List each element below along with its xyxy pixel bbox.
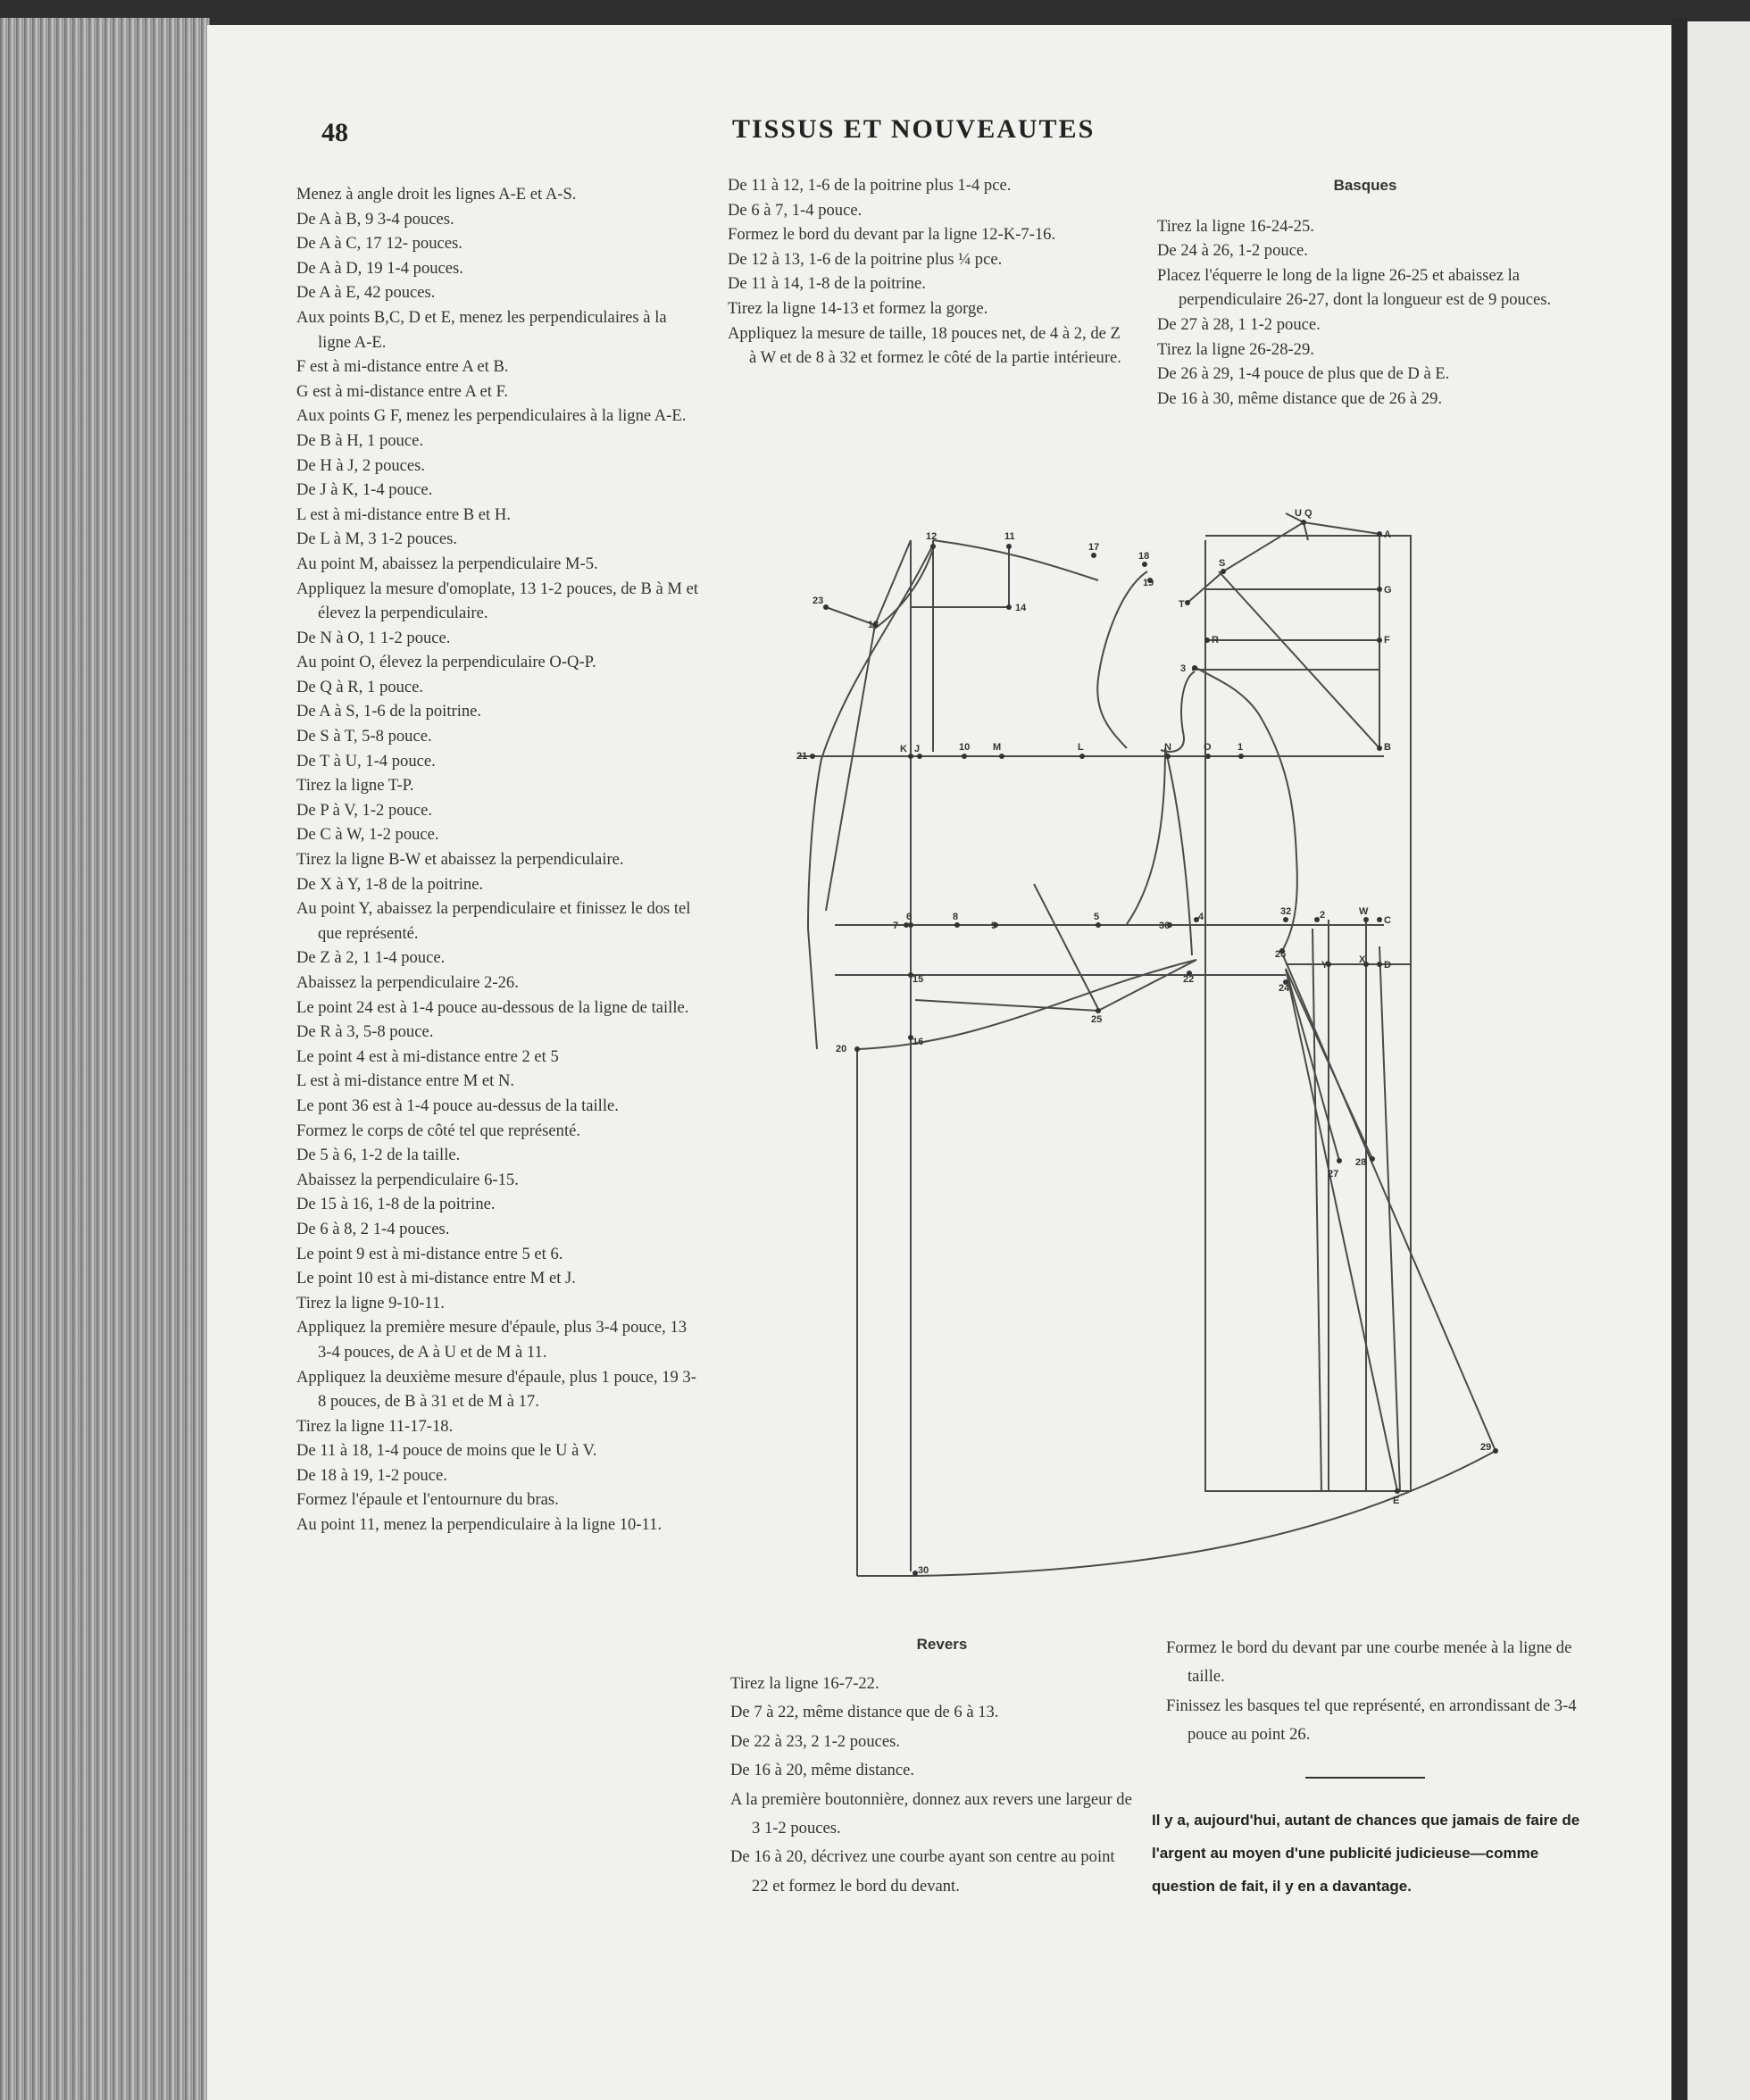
- instruction: Au point 11, menez la perpendiculaire à la ligne 10-11.: [296, 1515, 662, 1535]
- instruction: De C à W, 1-2 pouce.: [296, 825, 439, 845]
- point-label: 16: [912, 1037, 924, 1047]
- guide-line: [1219, 571, 1379, 748]
- instruction: De T à U, 1-4 pouce.: [296, 751, 436, 771]
- point-label: 25: [1091, 1014, 1103, 1025]
- instruction: De 5 à 6, 1-2 de la taille.: [296, 1146, 461, 1165]
- point-label: 3: [1180, 663, 1187, 674]
- basque-line: [1283, 955, 1496, 1451]
- instruction: De S à T, 5-8 pouce.: [296, 727, 432, 746]
- instruction: De 22 à 23, 2 1-2 pouces.: [730, 1731, 901, 1751]
- instruction: Tirez la ligne 14-13 et formez la gorge.: [728, 298, 988, 318]
- back-seam: [1312, 929, 1321, 1491]
- point-label: 19: [1143, 578, 1154, 588]
- point-label: 8: [953, 912, 959, 922]
- point-label: 28: [1355, 1157, 1367, 1168]
- point-label: 14: [1015, 603, 1027, 613]
- lapel-edge: [826, 625, 875, 911]
- instruction: Formez l'épaule et l'entournure du bras.: [296, 1490, 559, 1510]
- point-label: O: [1204, 742, 1212, 753]
- side-curve-2: [1127, 748, 1165, 924]
- instruction: De 15 à 16, 1-8 de la poitrine.: [296, 1195, 496, 1214]
- instruction: Placez l'équerre le long de la ligne 26-25 et abaissez la perpendiculaire 26-27, dont la longueur est de 9 pouces.: [1157, 265, 1552, 310]
- point-label: R: [1212, 635, 1219, 646]
- instruction: Appliquez la mesure d'omoplate, 13 1-2 pouces, de B à M et élevez la perpendiculaire.: [296, 579, 698, 623]
- point-label: 6: [906, 912, 912, 922]
- instruction: De 6 à 8, 2 1-4 pouces.: [296, 1219, 450, 1238]
- front-armhole-lower: [1161, 671, 1195, 752]
- point-label: A: [1384, 529, 1391, 540]
- instruction: Le point 9 est à mi-distance entre 5 et 6.: [296, 1244, 563, 1263]
- instruction: Tirez la ligne B-W et abaissez la perpendiculaire.: [296, 850, 624, 870]
- instruction: De 11 à 12, 1-6 de la poitrine plus 1-4 pce.: [728, 176, 1012, 195]
- instruction: De 7 à 22, même distance que de 6 à 13.: [730, 1703, 999, 1722]
- point-label: N: [1164, 742, 1171, 753]
- point-label: Y: [1321, 960, 1329, 971]
- instruction: G est à mi-distance entre A et F.: [296, 381, 509, 401]
- instruction: De 11 à 14, 1-8 de la poitrine.: [728, 274, 926, 294]
- instruction: Le point 24 est à 1-4 pouce au-dessous de la ligne de taille.: [296, 997, 689, 1017]
- point-label: X: [1359, 954, 1366, 965]
- point-label: 10: [959, 742, 971, 753]
- instruction: De J à K, 1-4 pouce.: [296, 480, 433, 500]
- basque-line: [1286, 969, 1339, 1161]
- point-label: 12: [926, 531, 938, 542]
- instruction: Formez le bord du devant par la ligne 12-K-7-16.: [728, 225, 1056, 245]
- instruction: Aux points B,C, D et E, menez les perpendiculaires à la ligne A-E.: [296, 307, 667, 352]
- instruction: De A à S, 1-6 de la poitrine.: [296, 702, 482, 721]
- point-label: 9: [991, 921, 997, 931]
- instruction: Aux points G F, menez les perpendiculaires à la ligne A-E.: [296, 406, 687, 426]
- instruction: De 18 à 19, 1-2 pouce.: [296, 1465, 447, 1485]
- instruction: De P à V, 1-2 pouce.: [296, 800, 432, 820]
- instruction: De Z à 2, 1 1-4 pouce.: [296, 948, 446, 968]
- point-label: 4: [1198, 912, 1204, 922]
- point-label: E: [1393, 1496, 1400, 1506]
- point-label: 30: [918, 1565, 929, 1576]
- shoulder-line: [1188, 522, 1379, 603]
- instruction: Tirez la ligne 26-28-29.: [1157, 339, 1314, 359]
- instruction: Appliquez la deuxième mesure d'épaule, plus 1 pouce, 19 3-8 pouces, de B à 31 et de M à 17.: [296, 1367, 696, 1412]
- point-label: 29: [1480, 1442, 1492, 1453]
- point-label: D: [1384, 960, 1391, 971]
- instruction: De R à 3, 5-8 pouce.: [296, 1022, 434, 1042]
- point-label: K: [900, 744, 907, 754]
- lapel-line: [826, 540, 911, 625]
- instruction: Tirez la ligne 16-24-25.: [1157, 216, 1314, 236]
- point-label: M: [993, 742, 1002, 753]
- point-label: U Q: [1295, 508, 1312, 519]
- instruction: Au point O, élevez la perpendiculaire O-Q-P.: [296, 653, 596, 672]
- instruction: Le point 4 est à mi-distance entre 2 et 5: [296, 1046, 559, 1066]
- section-title-basques: Basques: [1333, 177, 1397, 194]
- point-label: 26: [1275, 949, 1287, 960]
- point-label: S: [1219, 558, 1226, 569]
- instruction: A la première boutonnière, donnez aux revers une largeur de 3 1-2 pouces.: [730, 1789, 1132, 1838]
- dart-line-2: [915, 1000, 1098, 1011]
- instruction: De 24 à 26, 1-2 pouce.: [1157, 241, 1308, 261]
- instruction: De A à C, 17 12- pouces.: [296, 234, 462, 254]
- point-label: 32: [1280, 906, 1292, 917]
- basque-line: [1286, 969, 1397, 1491]
- point-label: 17: [1088, 542, 1100, 553]
- instruction: Le point 10 est à mi-distance entre M et J.: [296, 1269, 576, 1288]
- instruction: De L à M, 3 1-2 pouces.: [296, 529, 458, 549]
- point-label: 13: [868, 620, 879, 630]
- point-label: 23: [812, 596, 824, 606]
- point-label: 20: [836, 1044, 847, 1054]
- instruction: De 6 à 7, 1-4 pouce.: [728, 200, 862, 220]
- running-head: TISSUS ET NOUVEAUTES: [732, 114, 1096, 144]
- point-label: 11: [1004, 531, 1015, 542]
- point-label: 22: [1183, 974, 1195, 985]
- instruction: Menez à angle droit les lignes A-E et A-S.: [296, 185, 577, 204]
- front-shoulder-curve: [933, 540, 1098, 580]
- text-column-revers: [730, 1670, 1134, 1901]
- point-label: 21: [796, 751, 808, 762]
- instruction: L est à mi-distance entre B et H.: [296, 504, 511, 524]
- instruction: De X à Y, 1-8 de la poitrine.: [296, 874, 484, 894]
- instruction: De Q à R, 1 pouce.: [296, 677, 423, 696]
- instruction: Tirez la ligne T-P.: [296, 776, 414, 796]
- point-label: 15: [912, 974, 924, 985]
- instruction: Abaissez la perpendiculaire 2-26.: [296, 973, 519, 992]
- point-label: 27: [1328, 1169, 1339, 1179]
- instruction: Le pont 36 est à 1-4 pouce au-dessus de la taille.: [296, 1096, 619, 1115]
- instruction: De A à D, 19 1-4 pouces.: [296, 258, 463, 278]
- instruction: De 12 à 13, 1-6 de la poitrine plus ¼ pce.: [728, 249, 1003, 269]
- instruction: Tirez la ligne 11-17-18.: [296, 1416, 454, 1436]
- point-label: W: [1359, 906, 1369, 917]
- instruction: Formez le corps de côté tel que représenté.: [296, 1121, 581, 1140]
- instruction: De 11 à 18, 1-4 pouce de moins que le U à V.: [296, 1441, 597, 1461]
- point-label: F: [1384, 635, 1390, 646]
- point-label: 2: [1320, 910, 1326, 921]
- instruction: De B à H, 1 pouce.: [296, 430, 423, 450]
- instruction: De 27 à 28, 1 1-2 pouce.: [1157, 314, 1321, 334]
- instruction: Au point Y, abaissez la perpendiculaire et finissez le dos tel que représenté.: [296, 899, 691, 943]
- instruction: Appliquez la mesure de taille, 18 pouces net, de 4 à 2, de Z à W et de 8 à 32 et formez le côté de la partie intérieure.: [728, 323, 1121, 368]
- point-label: 36: [1159, 921, 1171, 931]
- point-label: B: [1384, 742, 1391, 753]
- divider: [1305, 1777, 1425, 1779]
- point-label: 7: [893, 921, 899, 931]
- instruction: Formez le bord du devant par une courbe menée à la ligne de taille.: [1166, 1638, 1572, 1687]
- waist-curve: [857, 960, 1196, 1049]
- instruction: Abaissez la perpendiculaire 6-15.: [296, 1170, 519, 1189]
- instruction: Tirez la ligne 9-10-11.: [296, 1293, 445, 1312]
- instruction: De 16 à 30, même distance que de 26 à 29.: [1157, 388, 1443, 408]
- instruction: De A à B, 9 3-4 pouces.: [296, 209, 454, 229]
- point-label: C: [1384, 915, 1391, 926]
- point-label: L: [1078, 742, 1084, 753]
- point-label: T: [1179, 599, 1185, 610]
- advertising-notice: Il y a, aujourd'hui, autant de chances que jamais de faire de l'argent au moyen d'une publicité judicieuse—comme question de fait, il y en a davantage.: [1152, 1812, 1580, 1895]
- text-column-5: [1166, 1634, 1577, 1750]
- instruction: Tirez la ligne 16-7-22.: [730, 1674, 879, 1693]
- instruction: Finissez les basques tel que représenté, en arrondissant de 3-4 pouce au point 26.: [1166, 1696, 1577, 1745]
- point-label: J: [914, 744, 921, 754]
- instruction: De 26 à 29, 1-4 pouce de plus que de D à E.: [1157, 364, 1450, 384]
- point-label: 5: [1094, 912, 1100, 922]
- point-label: G: [1384, 585, 1392, 596]
- instruction: De N à O, 1 1-2 pouce.: [296, 628, 451, 647]
- instruction: De 16 à 20, décrivez une courbe ayant son centre au point 22 et formez le bord du devant.: [730, 1847, 1115, 1896]
- instruction: Appliquez la première mesure d'épaule, plus 3-4 pouce, 13 3-4 pouces, de A à U et de M à 11.: [296, 1318, 688, 1362]
- armhole-curve-front: [1097, 571, 1147, 748]
- instruction: Au point M, abaissez la perpendiculaire M-5.: [296, 554, 598, 573]
- instruction: F est à mi-distance entre A et B.: [296, 357, 509, 377]
- point-label: 1: [1238, 742, 1244, 753]
- instruction: L est à mi-distance entre M et N.: [296, 1071, 515, 1091]
- point-label: 18: [1138, 551, 1150, 562]
- page-number: 48: [321, 118, 348, 147]
- instruction: De A à E, 42 pouces.: [296, 283, 436, 303]
- instruction: De H à J, 2 pouces.: [296, 455, 426, 475]
- section-title-revers: Revers: [916, 1636, 968, 1653]
- point-label: 24: [1279, 983, 1290, 994]
- dart-line: [1034, 884, 1098, 1009]
- instruction: De 16 à 20, même distance.: [730, 1761, 915, 1780]
